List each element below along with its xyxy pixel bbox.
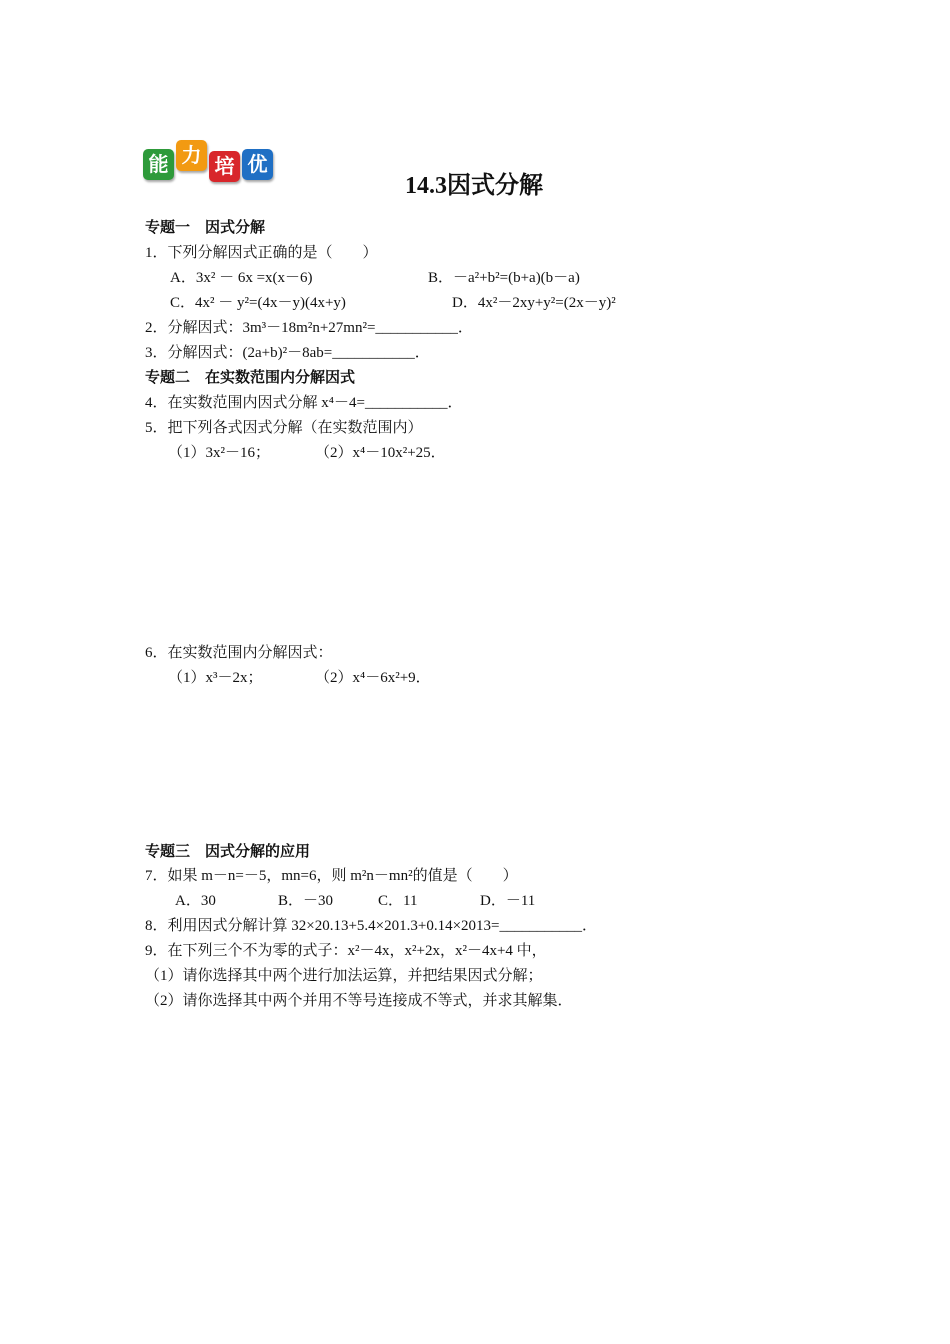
q6-part-2: （2）x⁴－6x²+9． <box>315 670 431 686</box>
q1-option-c: C．4x² － y²=(4x－y)(4x+y) <box>170 295 346 311</box>
q8-text: 8．利用因式分解计算 32×20.13+5.4×201.3+0.14×2013=___________． <box>145 918 598 934</box>
topic-1-heading: 专题一 因式分解 <box>145 220 266 236</box>
q5-part-2: （2）x⁴－10x²+25． <box>315 445 446 461</box>
q6-stem: 6．在实数范围内分解因式： <box>145 645 333 661</box>
q1-option-b: B．－a²+b²=(b+a)(b－a) <box>428 270 580 286</box>
logo-tile-1: 能 <box>143 149 174 180</box>
logo-tile-3: 培 <box>209 151 240 182</box>
q6-part-1: （1）x³－2x； <box>168 670 263 686</box>
logo <box>143 137 278 189</box>
q9-part-2: （2）请你选择其中两个并用不等号连接成不等式，并求其解集． <box>145 993 573 1009</box>
q4-text: 4．在实数范围内因式分解 x⁴－4=___________． <box>145 395 463 411</box>
q7-option-c: C．11 <box>378 893 418 909</box>
logo-tile-4: 优 <box>242 149 273 180</box>
q5-stem: 5．把下列各式因式分解（在实数范围内） <box>145 420 423 436</box>
page-title: 14.3因式分解 <box>405 173 543 199</box>
q7-option-b: B．－30 <box>278 893 334 909</box>
q3-text: 3．分解因式：(2a+b)²－8ab=___________． <box>145 345 430 361</box>
topic-2-heading: 专题二 在实数范围内分解因式 <box>145 370 356 386</box>
q2-text: 2．分解因式：3m³－18m²n+27mn²=___________． <box>145 320 473 336</box>
q9-stem: 9．在下列三个不为零的式子：x²－4x，x²+2x，x²－4x+4 中， <box>145 943 547 959</box>
q1-option-d: D．4x²－2xy+y²=(2x－y)² <box>452 295 616 311</box>
topic-3-heading: 专题三 因式分解的应用 <box>145 844 311 860</box>
q1-stem: 1．下列分解因式正确的是（ ） <box>145 245 378 261</box>
q7-stem: 7．如果 m－n=－5，mn=6，则 m²n－mn²的值是（ ） <box>145 868 518 884</box>
q7-option-d: D．－11 <box>480 893 536 909</box>
q5-part-1: （1）3x²－16； <box>168 445 270 461</box>
q9-part-1: （1）请你选择其中两个进行加法运算，并把结果因式分解； <box>145 968 543 984</box>
logo-tile-2: 力 <box>176 140 207 171</box>
q7-option-a: A．30 <box>175 893 216 909</box>
q1-option-a: A．3x² － 6x =x(x－6) <box>170 270 313 286</box>
